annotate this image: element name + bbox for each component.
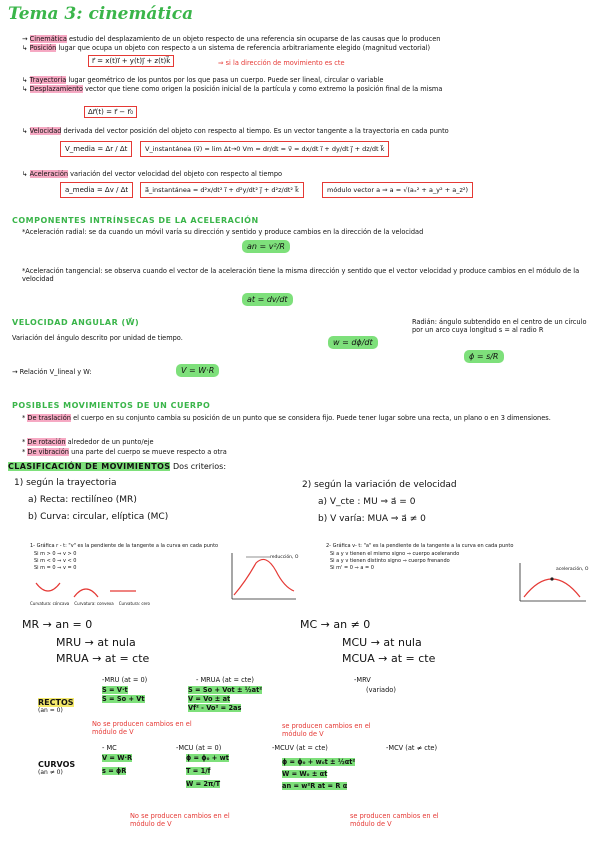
amedia-formula: a_media = Δv / Δt	[60, 182, 133, 198]
aceleracion-label: Aceleración	[29, 170, 69, 178]
mrua-formula: V = Vo ± at	[188, 695, 231, 703]
cinematica-text: estudio del desplazamiento de un objeto respecto de una referencia sin ocuparse de las causas que lo producen	[68, 35, 441, 43]
curvos-block	[38, 760, 75, 776]
mcuv-formula: an = w²R at = R α	[282, 782, 348, 790]
posicion-formula: r⃗ = x(t)i⃗ + y(t)j⃗ + z(t)k⃗	[88, 55, 174, 67]
desplazamiento-label: Desplazamiento	[29, 85, 83, 93]
note-si-curvos: se producen cambios en el módulo de V	[350, 812, 439, 828]
mc-title: - MC	[102, 744, 117, 752]
desplazamiento-formula: Δr⃗(t) = r⃗ − r⃗₀	[84, 106, 137, 118]
graph1-caption: Curvatura: convexa	[74, 601, 114, 606]
mrua-formulas	[188, 686, 262, 712]
mrua-formula: S = So + Vot ± ½at²	[188, 686, 263, 694]
radial-formula: an = v²/R	[242, 240, 290, 253]
graph1-caption: Curvatura: cero	[118, 601, 150, 606]
mru-title: -MRU (at = 0)	[102, 676, 148, 684]
mrua-formula: Vf² - Vo² = 2as	[188, 704, 242, 712]
posicion-note: (magnitud vectorial)	[362, 44, 431, 52]
arrow-icon: →	[22, 35, 28, 43]
clasificacion-tail: Dos criterios:	[173, 462, 227, 471]
graph1-title: 1- Gráfica r - t: "v" es la pendiente de la tangente a la curva en cada punto	[30, 543, 219, 549]
c2-a: a) V_cte : MU ⇒ a⃗ = 0	[318, 497, 416, 507]
graph2-note: aceleración, O	[556, 567, 589, 572]
aceleracion-text: variación del vector velocidad del objeto con respecto al tiempo	[70, 170, 283, 178]
c1-b: b) Curva: circular, elíptica (MC)	[28, 512, 169, 522]
mr-left: MR → an = 0	[22, 618, 93, 631]
graph1-item: Si m < 0 ⇒ v < 0	[34, 558, 77, 564]
desplazamiento-line: ↳ Desplazamiento vector que tiene como origen la posición inicial de la partícula y como extremo la posición final de la misma	[22, 85, 443, 93]
mru-formula: S = V·t	[102, 686, 128, 694]
tangencial-formula: at = dv/dt	[242, 293, 293, 306]
mcv-title: -MCV (at ≠ cte)	[386, 744, 438, 752]
traslacion-line: * De traslación el cuerpo en su conjunto cambia su posición de un punto que se considera fijo. Puede tener lugar sobre una recta, un plano o en 3 dimensiones.	[22, 414, 551, 422]
angular-header: VELOCIDAD ANGULAR (W⃗)	[12, 318, 140, 327]
mcuv-formula: W = W₀ ± αt	[282, 770, 328, 778]
relacion-formula: V = W·R	[176, 364, 219, 377]
aceleracion-line: ↳ Aceleración variación del vector velocidad del objeto con respecto al tiempo	[22, 170, 283, 178]
mcu-title: -MCU (at = 0)	[176, 744, 222, 752]
graph1-panel	[30, 543, 300, 606]
rotacion-label: De rotación	[27, 438, 66, 446]
c2-title: 2) según la variación de velocidad	[302, 480, 457, 490]
mrv-title: -MRV	[354, 676, 371, 684]
rectos-block	[38, 698, 74, 714]
c1-a: a) Recta: rectilíneo (MR)	[28, 495, 137, 505]
mr-item: MRU → at nula	[56, 636, 136, 649]
page-title: Tema 3: cinemática	[8, 4, 194, 24]
graph1-curvatures	[32, 577, 142, 603]
ainst-formula: a⃗_instantánea = d²x/dt² i⃗ + d²y/dt² j⃗ + d²z/dt² k⃗	[140, 182, 304, 198]
mrua-title: - MRUA (at = cte)	[196, 676, 254, 684]
trayectoria-label: Trayectoria	[29, 76, 67, 84]
posicion-label: Posición	[29, 44, 57, 52]
convex-curve	[74, 589, 98, 597]
clasificacion-header: CLASIFICACIÓN DE MOVIMIENTOS	[8, 462, 171, 471]
posicion-arrow-note: ⇒ si la dirección de movimiento es cte	[218, 59, 345, 67]
posicion-text: lugar que ocupa un objeto con respecto a un sistema de referencia arbitrariamente elegido	[58, 44, 361, 52]
mcu-formulas	[186, 754, 229, 788]
rectos-sub: (an = 0)	[38, 707, 63, 714]
mc-left: MC → an ≠ 0	[300, 618, 371, 631]
graph2-item: Si a y v tienen el mismo signo ⇒ cuerpo acelerando	[330, 551, 460, 557]
mcuv-title: -MCUV (at = cte)	[272, 744, 328, 752]
graph1-item: Si m > 0 ⇒ v > 0	[34, 551, 77, 557]
rotacion-text: alrededor de un punto/eje	[67, 438, 154, 446]
graph1-item: Si m = 0 ⇒ v = 0	[34, 565, 77, 571]
graph2-panel	[326, 543, 590, 603]
mru-formula: S = So + Vt	[102, 695, 145, 703]
c2-b: b) V varía: MUA ⇒ a⃗ ≠ 0	[318, 514, 426, 524]
vinst-formula: V_instantánea (v⃗) = lim Δt→0 Vm = dr/dt = v⃗ = dx/dt i⃗ + dy/dt j⃗ + dz/dt k⃗	[140, 141, 389, 157]
traslacion-text: el cuerpo en su conjunto cambia su posición de un punto que se considera fijo. Puede tener lugar sobre una recta, un plano o en 3 dimensiones.	[73, 414, 551, 422]
cinematica-label: Cinemática	[29, 35, 67, 43]
c1-title: 1) según la trayectoria	[14, 478, 117, 488]
velocidad-label: Velocidad	[29, 127, 62, 135]
mc-formula: V = W·R	[102, 754, 133, 762]
desplazamiento-text: vector que tiene como origen la posición inicial de la partícula y como extremo la posición final de la misma	[85, 85, 443, 93]
mcu-formula: W = 2π/T	[186, 780, 221, 788]
rotacion-line: * De rotación alrededor de un punto/eje	[22, 438, 154, 446]
graph1-caption: Curvatura: cóncava	[30, 601, 70, 606]
curvos-sub: (an ≠ 0)	[38, 769, 63, 776]
graph2-item: Si m' = 0 ⇒ a = 0	[330, 565, 374, 571]
mcuv-formula: ϕ = ϕ₀ + w₀t ± ½αt²	[282, 758, 356, 766]
cinematica-line	[22, 35, 440, 43]
mc-formula: s = ϕR	[102, 767, 127, 775]
rectos-label: RECTOS	[38, 698, 74, 707]
angular-formula: w = dϕ/dt	[328, 336, 378, 349]
posicion-line: ↳ Posición lugar que ocupa un objeto con respecto a un sistema de referencia arbitrariamente elegido (magnitud vectorial)	[22, 44, 431, 52]
movimientos-header: POSIBLES MOVIMIENTOS DE UN CUERPO	[12, 401, 211, 410]
trayectoria-line: ↳ Trayectoria lugar geométrico de los puntos por los que pasa un cuerpo. Puede ser lineal, circular o variable	[22, 76, 384, 84]
mcuv-formulas	[282, 758, 355, 790]
rt-curve	[234, 559, 294, 595]
trayectoria-text: lugar geométrico de los puntos por los que pasa un cuerpo. Puede ser lineal, circular o variable	[68, 76, 384, 84]
radian-formula: ϕ = s/R	[464, 350, 504, 363]
vibracion-label: De vibración	[27, 448, 69, 456]
mc-item: MCU → at nula	[342, 636, 422, 649]
mr-item: MRUA → at = cte	[56, 652, 150, 665]
concave-curve	[36, 583, 60, 591]
radian-text: Radián: ángulo subtendido en el centro de un círculo por un arco cuya longitud s = al radio R	[412, 318, 587, 334]
graph1-note: reducción, O	[270, 555, 299, 560]
modulo-formula: módulo vector a ⇒ a = √(aₓ² + a_y² + a_z²)	[322, 182, 473, 198]
note-no-curvos: No se producen cambios en el módulo de V	[130, 812, 230, 828]
velocidad-text: derivada del vector posición del objeto con respecto al tiempo. Es un vector tangente a la trayectoria en cada punto	[63, 127, 449, 135]
relacion-label: → Relación V_lineal y W:	[12, 368, 92, 376]
mrv-sub: (variado)	[366, 686, 396, 694]
mru-formulas	[102, 686, 145, 703]
componentes-header: COMPONENTES INTRÍNSECAS DE LA ACELERACIÓN	[12, 216, 259, 225]
vibracion-text: una parte del cuerpo se mueve respecto a otra	[71, 448, 227, 456]
curvos-label: CURVOS	[38, 760, 76, 769]
mc-item: MCUA → at = cte	[342, 652, 436, 665]
note-si-rectos: se producen cambios en el módulo de V	[282, 722, 371, 738]
velocidad-line: ↳ Velocidad derivada del vector posición del objeto con respecto al tiempo. Es un vector tangente a la trayectoria en cada punto	[22, 127, 449, 135]
angular-text: Variación del ángulo descrito por unidad de tiempo.	[12, 334, 183, 342]
radial-text: *Aceleración radial: se da cuando un móvil varía su dirección y sentido y produce cambios en la dirección de la velocidad	[22, 228, 424, 236]
graph2-item: Si a y v tienen distinto signo ⇒ cuerpo frenando	[330, 558, 450, 564]
peak-point	[550, 577, 553, 580]
mcu-formula: ϕ = ϕ₀ + wt	[186, 754, 229, 762]
graph2-title: 2- Gráfica v- t: "a" es la pendiente de la tangente a la curva en cada punto	[326, 543, 514, 549]
tangencial-text: *Aceleración tangencial: se observa cuando el vector de la aceleración tiene la misma dirección y sentido que el vector velocidad y produce cambios en el módulo de la velocidad	[22, 267, 580, 283]
note-no-rectos: No se producen cambios en el módulo de V	[92, 720, 192, 736]
vmedia-formula: V_media = Δr / Δt	[60, 141, 132, 157]
vt-curve	[524, 579, 580, 597]
clasificacion-line	[8, 462, 226, 471]
traslacion-label: De traslación	[27, 414, 71, 422]
vibracion-line: * De vibración una parte del cuerpo se mueve respecto a otra	[22, 448, 227, 456]
mc-formulas	[102, 754, 132, 775]
mcu-formula: T = 1/f	[186, 767, 211, 775]
